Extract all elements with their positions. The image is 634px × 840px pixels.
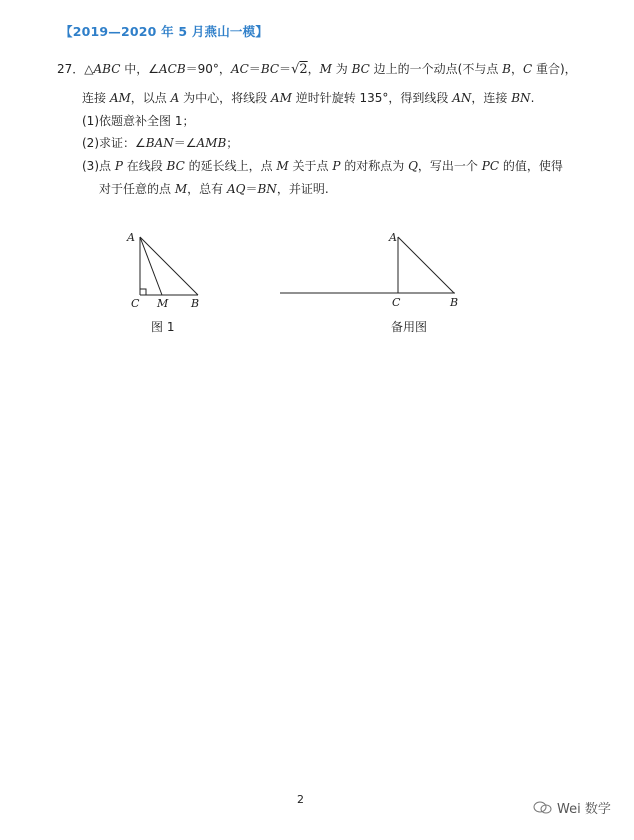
- label-a: A: [389, 231, 397, 244]
- label-a: A: [127, 231, 135, 244]
- figure-2: [275, 225, 475, 315]
- var: BAN: [145, 136, 174, 150]
- var: BC: [166, 159, 185, 173]
- problem-line-1: [57, 61, 577, 78]
- text: ＝∠: [173, 136, 197, 150]
- watermark: [533, 798, 611, 817]
- label-b: B: [450, 296, 459, 309]
- var: BC: [351, 62, 370, 76]
- text: △: [84, 62, 94, 76]
- text: ＝: [248, 62, 261, 76]
- var: AQ: [226, 182, 246, 196]
- var: AM: [109, 91, 131, 105]
- text: (2)求证：∠: [82, 136, 146, 150]
- text: 边上的一个动点(不与点: [369, 62, 503, 76]
- text: 的值，使得: [499, 159, 563, 173]
- watermark-text: Wei 数学: [557, 802, 611, 817]
- segment-ab: [398, 237, 454, 293]
- text: 为中心，将线段: [179, 91, 271, 105]
- var: A: [170, 91, 180, 105]
- var: C: [522, 62, 533, 76]
- segment-am: [140, 237, 162, 295]
- var: PC: [481, 159, 500, 173]
- problem-number: 27．: [57, 62, 85, 76]
- label-c: C: [131, 297, 140, 310]
- text: ，: [307, 62, 320, 76]
- figure-1-caption: 图 1: [151, 320, 175, 334]
- var: B: [502, 62, 511, 76]
- part-1: (1)依题意补全图 1；: [82, 114, 195, 128]
- source-header: 【2019—2020 年 5 月燕山一模】: [60, 24, 269, 39]
- right-angle-mark: [140, 289, 146, 295]
- text: ，写出一个: [417, 159, 482, 173]
- text: ，并证明.: [276, 182, 329, 196]
- text: 的对称点为: [340, 159, 409, 173]
- text: 重合)，: [532, 62, 577, 76]
- figure-1: [120, 225, 220, 315]
- var: ACB: [158, 62, 186, 76]
- sqrt-symbol: √: [291, 62, 300, 77]
- page-number: 2: [297, 793, 304, 806]
- var: AM: [270, 91, 292, 105]
- text: ，: [510, 62, 523, 76]
- text: 为: [331, 62, 352, 76]
- text: 逆时针旋转 135°，得到线段: [291, 91, 453, 105]
- text: ＝: [245, 182, 258, 196]
- text: ＝: [279, 62, 292, 76]
- var: M: [174, 182, 188, 196]
- text: .: [530, 91, 535, 105]
- text: ，总有: [187, 182, 227, 196]
- text: 中，∠: [120, 62, 159, 76]
- text: 对于任意的点: [99, 182, 175, 196]
- var: P: [332, 159, 341, 173]
- var: AN: [452, 91, 472, 105]
- label-c: C: [392, 296, 401, 309]
- chat-bubbles-icon: [533, 801, 553, 815]
- text: 在线段: [122, 159, 167, 173]
- text: ＝90°，: [185, 62, 231, 76]
- var: P: [114, 159, 123, 173]
- text: 连接: [82, 91, 110, 105]
- var: ABC: [93, 62, 121, 76]
- figure-2-caption: 备用图: [391, 320, 428, 334]
- var: BN: [511, 91, 531, 105]
- text: ；: [226, 136, 239, 150]
- sqrt-expression: [291, 62, 308, 77]
- part-2: [82, 135, 238, 151]
- part-3-line-1: [82, 158, 563, 174]
- var: M: [319, 62, 332, 76]
- var: AC: [230, 62, 249, 76]
- var: Q: [408, 159, 418, 173]
- text: (3)点: [82, 159, 115, 173]
- var: BC: [260, 62, 280, 76]
- var: BN: [257, 182, 277, 196]
- text: 关于点: [288, 159, 333, 173]
- part-3-line-2: [99, 181, 329, 197]
- label-b: B: [191, 297, 200, 310]
- label-m: M: [157, 297, 169, 310]
- sqrt-value: 2: [299, 62, 308, 77]
- var: AMB: [196, 136, 227, 150]
- text: ，以点: [130, 91, 171, 105]
- text: ，连接: [471, 91, 512, 105]
- problem-line-2: [82, 90, 534, 106]
- segment-ab: [140, 237, 198, 295]
- var: M: [276, 159, 289, 173]
- text: 的延长线上，点: [184, 159, 277, 173]
